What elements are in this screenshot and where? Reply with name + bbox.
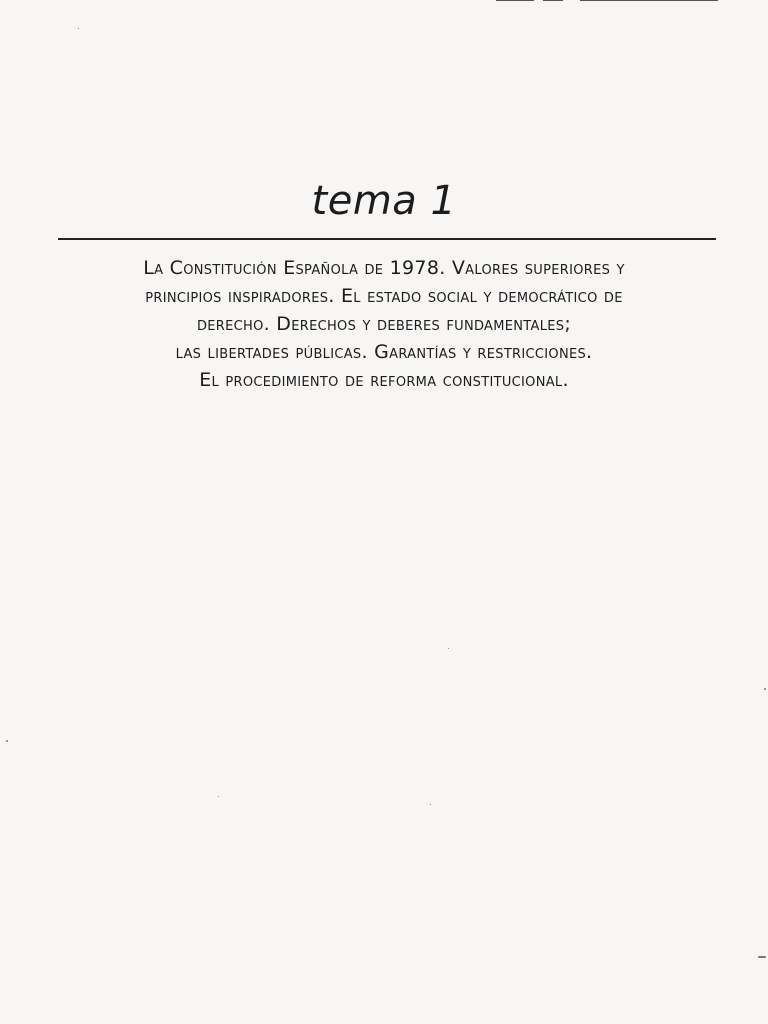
chapter-summary: [40, 254, 728, 394]
scan-speck: [758, 956, 766, 958]
scan-speck: [764, 688, 766, 690]
scan-speck: [448, 648, 449, 649]
summary-line: La Constitución Española de 1978. Valores superiores y: [143, 257, 625, 279]
chapter-title: tema 1: [311, 178, 457, 224]
scan-speck: [218, 796, 219, 797]
title-divider: [58, 238, 716, 240]
top-edge-mark: [580, 0, 718, 1]
summary-line: las libertades públicas. Garantías y restricciones.: [175, 341, 593, 363]
scan-speck: [6, 740, 8, 742]
summary-line: derecho. Derechos y deberes fundamentales;: [196, 313, 572, 335]
summary-line: principios inspiradores. El estado social y democrático de: [145, 285, 623, 307]
top-edge-mark: [496, 0, 534, 1]
top-edge-mark: [543, 0, 563, 1]
scan-speck: [78, 28, 79, 29]
summary-line: El procedimiento de reforma constitucional.: [199, 369, 569, 391]
scan-speck: [430, 804, 431, 805]
